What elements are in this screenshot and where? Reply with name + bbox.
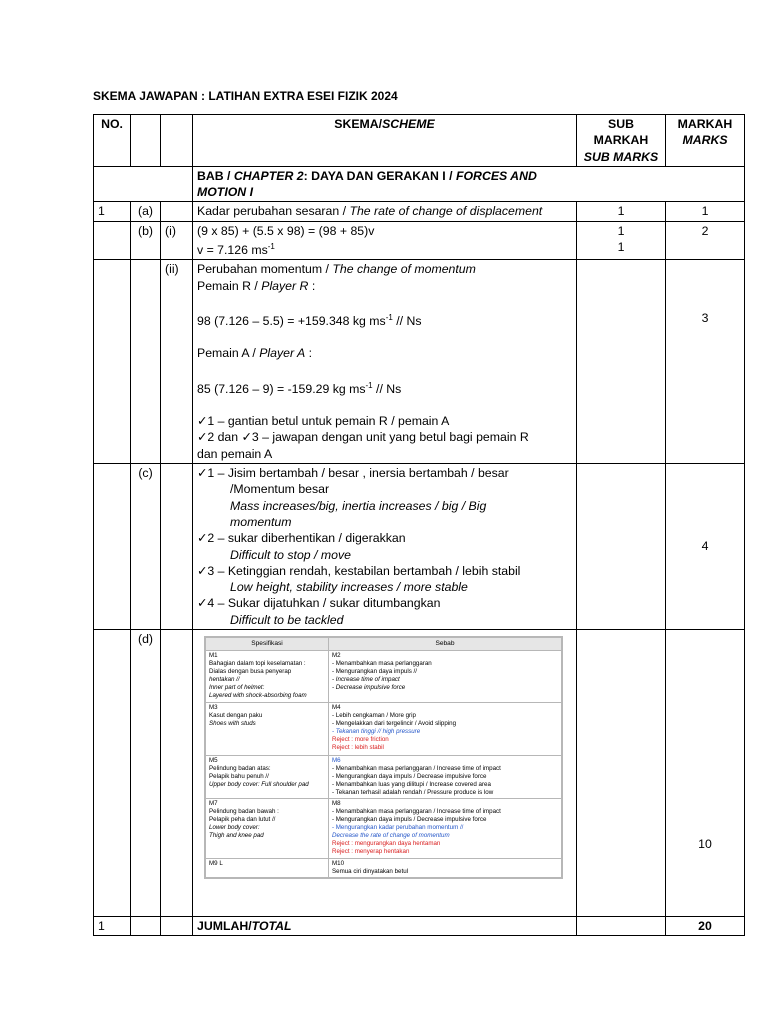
check-icon (197, 531, 207, 545)
chapter-title: BAB / CHAPTER 2: DAYA DAN GERAKAN I / FORCES AND MOTION I (193, 166, 745, 202)
total-question-number: 1 (94, 917, 131, 936)
total-row (94, 917, 745, 936)
check-icon (197, 430, 207, 444)
marking-scheme-table (93, 114, 745, 936)
part-d-answer (193, 630, 577, 917)
check-icon (197, 414, 207, 428)
part-c-label: (c) (131, 464, 161, 630)
part-d-label: (d) (131, 630, 161, 917)
spec-row: M7 Pelindung badan bawah : Pelapik peha dan lutut // Lower body cover: Thigh and knee pad M8 - Menambahkan masa perlanggaran / Increase time of impact - Mengurangkan daya impuls / Decrease impulsive force - Mengurangkan kadar perubahan momentum // Decrease the rate of change of momentum Reject : mengurangkan daya hentaman Reject : menyerap hentakan (206, 799, 562, 859)
check-icon (197, 564, 207, 578)
part-b-label: (b) (131, 221, 161, 260)
header-sub-marks: SUB MARKAH SUB MARKS (577, 115, 666, 167)
check-icon (197, 466, 207, 480)
row-1d (94, 630, 745, 917)
spec-row: M9 L M10 Semua ciri dinyatakan betul (206, 859, 562, 878)
chapter-row (94, 166, 745, 202)
row-1a (94, 202, 745, 221)
header-marks: MARKAH MARKS (666, 115, 745, 167)
check-icon (242, 430, 252, 444)
spec-header-reason: Sebab (329, 638, 562, 651)
row-1b-i (94, 221, 745, 260)
spec-header-specification: Spesifikasi (206, 638, 329, 651)
spec-row: M1 Bahagian dalam topi keselamatan : Dialas dengan busa penyerap hentakan // Inner part of helmet: Layered with shock-absorbing foam M2 - Menambahkan masa perlanggaran - Mengurangkan daya impuls // - Increase time of impact - Decrease impulsive force (206, 651, 562, 703)
row-1b-ii (94, 260, 745, 464)
part-d-marks: 10 (666, 630, 745, 917)
part-a-answer: Kadar perubahan sesaran / The rate of change of displacement (193, 202, 577, 221)
part-b-i-sub-marks: 1 1 (577, 221, 666, 260)
part-c-marks: 4 (666, 464, 745, 630)
spec-row: M3 Kasut dengan paku Shoes with studs M4 - Lebih cengkaman / More grip - Mengelakkan dari tergelincir / Avoid slipping - Tekanan tinggi // high pressure Reject : more friction Reject : lebih stabil (206, 703, 562, 756)
part-b-i-answer: (9 x 85) + (5.5 x 98) = (98 + 85)v v = 7.126 $ms^{-1}$ (193, 221, 577, 260)
part-a-marks: 1 (666, 202, 745, 221)
table-header-row (94, 115, 745, 167)
part-b-i-label: (i) (161, 221, 193, 260)
question-number: 1 (94, 202, 131, 221)
part-b-i-marks: 2 (666, 221, 745, 260)
header-scheme: SKEMA/SCHEME (193, 115, 577, 167)
part-b-ii-answer: Perubahan momentum / The change of momentum Pemain R / Player R : 98 (7.126 – 5.5) = +159.348 kg $ms^{-1}$ // Ns Pemain A / Player A : 85 (7.126 – 9) = -159.29 kg $ms^{-1}$ // Ns ✓ 1 – gantian betul untuk pemain R / pemain A ✓ 2 dan ✓ 3 – jawapan dengan unit yang betul bagi pemain R dan pemain A (193, 260, 577, 464)
part-a-sub-mark: 1 (577, 202, 666, 221)
row-1c (94, 464, 745, 630)
part-a-label: (a) (131, 202, 161, 221)
document-title: SKEMA JAWAPAN : LATIHAN EXTRA ESEI FIZIK 2024 (93, 89, 398, 103)
header-no: NO. (94, 115, 131, 167)
total-value: 20 (666, 917, 745, 936)
check-icon (197, 596, 207, 610)
spec-row: M5 Pelindung badan atas: Pelapik bahu penuh // Upper body cover: Full shoulder pad M6 - Menambahkan masa perlanggaran / Increase time of impact - Mengurangkan daya impuls / Decrease impulsive force - Menambahkan luas yang dilitupi / Increase covered area - Tekanan terhasil adalah rendah / Pressure produce is low (206, 756, 562, 799)
specification-table-image (204, 636, 563, 879)
spec-header-row (206, 638, 562, 651)
part-b-ii-label: (ii) (161, 260, 193, 464)
part-b-ii-marks: 3 (666, 260, 745, 464)
part-c-answer: ✓ 1 – Jisim bertambah / besar , inersia bertambah / besar /Momentum besar Mass increases/big, inertia increases / big / Big momentum ✓ 2 – sukar diberhentikan / digerakkan Difficult to stop / move ✓ 3 – Ketinggian rendah, kestabilan bertambah / lebih stabil Low height, stability increases / more stable ✓ 4 – Sukar dijatuhkan / sukar ditumbangkan Difficult to be tackled (193, 464, 577, 630)
total-label: JUMLAH/TOTAL (193, 917, 577, 936)
